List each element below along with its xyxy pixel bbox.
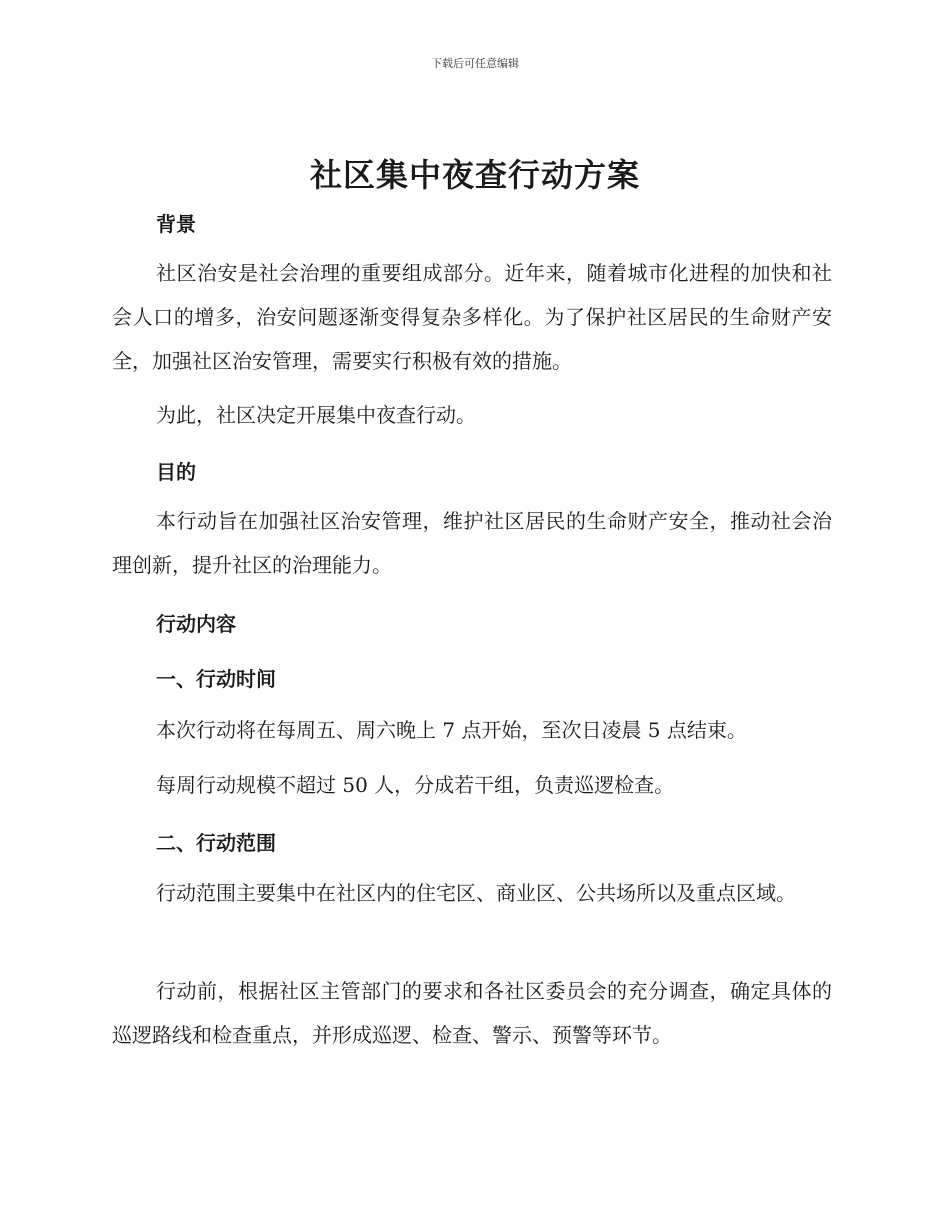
heading-background: 背景 xyxy=(156,212,196,236)
heading-action-content: 行动内容 xyxy=(156,612,236,636)
heading-action-time: 一、行动时间 xyxy=(156,667,276,691)
paragraph-background-1: 社区治安是社会治理的重要组成部分。近年来，随着城市化进程的加快和社会人口的增多，治安问题逐渐变得复杂多样化。为了保护社区居民的生命财产安全，加强社区治安管理，需要实行积极有效的措施。 xyxy=(112,261,832,373)
heading-action-scope: 二、行动范围 xyxy=(156,831,276,855)
paragraph-scope-2: 行动前，根据社区主管部门的要求和各社区委员会的充分调查，确定具体的巡逻路线和检查重点，并形成巡逻、检查、警示、预警等环节。 xyxy=(112,979,832,1047)
page-header-note: 下载后可任意编辑 xyxy=(431,57,519,70)
document-title: 社区集中夜查行动方案 xyxy=(309,156,640,194)
paragraph-time-2: 每周行动规模不超过 50 人，分成若干组，负责巡逻检查。 xyxy=(156,773,675,797)
paragraph-scope-1: 行动范围主要集中在社区内的住宅区、商业区、公共场所以及重点区域。 xyxy=(156,881,796,905)
paragraph-time-1: 本次行动将在每周五、周六晚上 7 点开始，至次日凌晨 5 点结束。 xyxy=(156,718,747,742)
heading-purpose: 目的 xyxy=(156,460,196,484)
paragraph-background-2: 为此，社区决定开展集中夜查行动。 xyxy=(156,403,476,427)
paragraph-purpose: 本行动旨在加强社区治安管理，维护社区居民的生命财产安全，推动社会治理创新，提升社区的治理能力。 xyxy=(112,509,832,577)
